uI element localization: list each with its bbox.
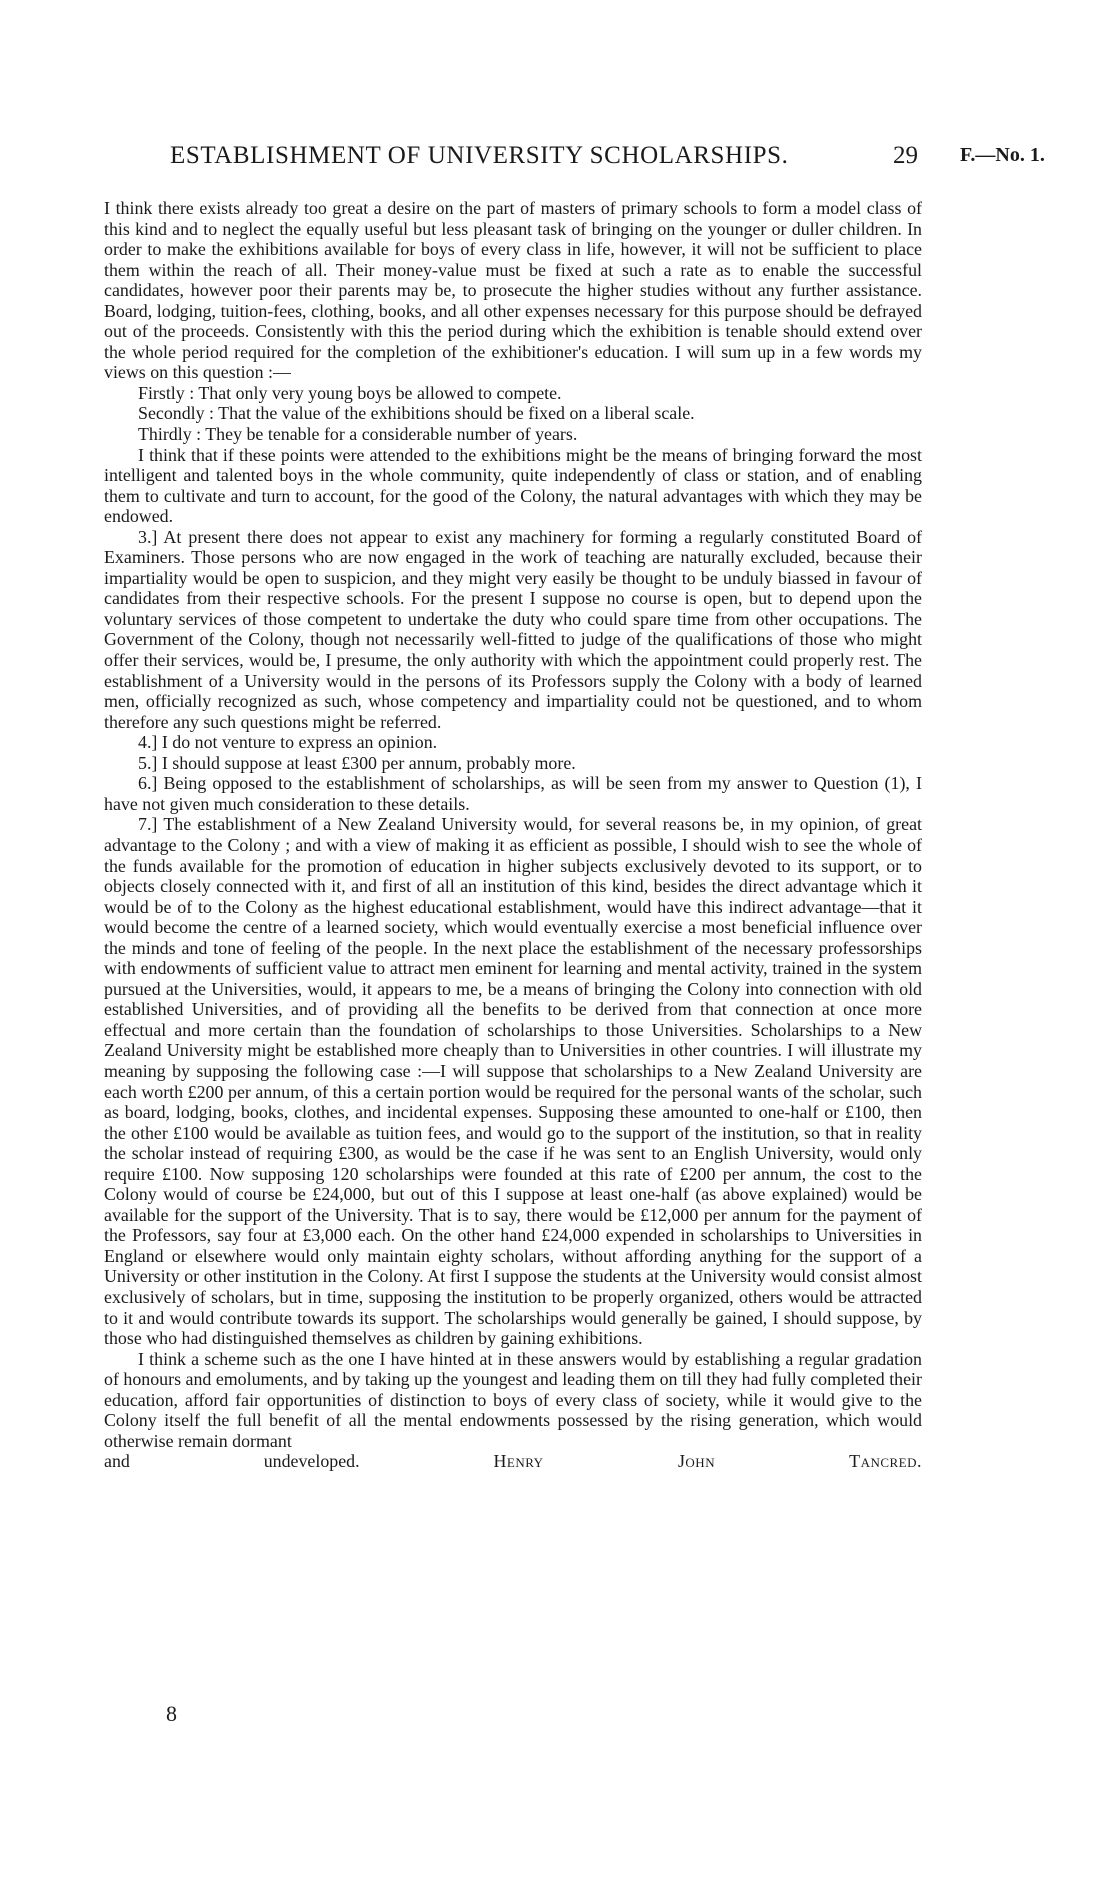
document-reference: F.—No. 1. [960, 144, 1045, 166]
paragraph-intro: I think there exists already too great a desire on the part of masters of primary schools to form a model class of this kind and to neglect the equally useful but less pleasant task of bringing on the younger or duller children. In order to make the exhibitions available for boys of every class in life, however, it will not be sufficient to place them within the reach of all. Their money-value must be fixed at such a rate as to enable the successful candidates, however poor their parents may be, to prosecute the higher studies without any further assistance. Board, lodging, tuition-fees, clothing, books, and all other expenses necessary for this purpose should be defrayed out of the proceeds. Consistently with this the period during which the exhibition is tenable should extend over the whole period required for the completion of the exhibitioner's education. I will sum up in a few words my views on this question :— [104, 198, 922, 383]
signature: Henry John Tancred. [493, 1451, 922, 1472]
paragraph-firstly: Firstly : That only very young boys be allowed to compete. [138, 382, 562, 403]
paragraph-conclusion: I think a scheme such as the one I have hinted at in these answers would by establishing a regular gradation of honours and emoluments, and by taking up the youngest and leading them on till they had fully completed their education, afford fair opportunities of distinction to boys of every class of society, while it would give to the Colony itself the full benefit of all the mental endowments possessed by the rising generation, which would otherwise remain dormant [104, 1348, 922, 1451]
footer-number: 8 [166, 1701, 177, 1726]
page-number: 29 [893, 142, 918, 169]
paragraph-answer-4: 4.] I do not venture to express an opinion. [138, 732, 438, 753]
paragraph-thirdly: Thirdly : They be tenable for a considerable number of years. [138, 424, 578, 445]
paragraph-answer-3: 3.] At present there does not appear to exist any machinery for forming a regularly constituted Board of Examiners. Those persons who are now engaged in the work of teaching are naturally excluded, because their impartiality would be open to suspicion, and they might very easily be thought to be unduly biassed in favour of candidates from their respective schools. For the present I suppose no course is open, but to depend upon the voluntary services of those competent to undertake the duty who could spare time from other occupations. The Government of the Colony, though not necessarily well-fitted to judge of the qualifications of those who might offer their services, would be, I presume, the only authority with which the appointment could properly rest. The establishment of a University would in the persons of its Professors supply the Colony with a body of learned men, officially recognized as such, whose competency and impartiality could not be questioned, and to whom therefore any such questions might be referred. [104, 526, 922, 732]
closing-text: and undeveloped. [104, 1451, 360, 1472]
paragraph-answer-5: 5.] I should suppose at least £300 per annum, probably more. [138, 752, 576, 773]
page-header [0, 142, 1114, 182]
paragraph-answer-6: 6.] Being opposed to the establishment of scholarships, as will be seen from my answer to Question (1), I have not given much consideration to these details. [104, 773, 922, 814]
paragraph-answer-7: 7.] The establishment of a New Zealand University would, for several reasons be, in my opinion, of great advantage to the Colony ; and with a view of making it as efficient as possible, I should wish to see the whole of the funds available for the promotion of education in higher subjects exclusively devoted to its support, or to objects closely connected with it, and first of all an institution of this kind, besides the direct advantage which it would be of to the Colony as the highest educational establishment, would have this indirect advantage—that it would become the centre of a learned society, which would eventually exercise a most beneficial influence over the minds and tone of feeling of the people. In the next place the establishment of the necessary professorships with endowments of sufficient value to attract men eminent for learning and mental activity, trained in the system pursued at the Universities, would, it appears to me, be a means of bringing the Colony into connection with old established Universities, and of providing all the benefits to be derived from that connection at once more effectual and more certain than the foundation of scholarships to those Universities. Scholarships to a New Zealand University might be established more cheaply than to Universities in other countries. I will illustrate my meaning by supposing the following case :—I will suppose that scholarships to a New Zealand University are each worth £200 per annum, of this a certain portion would be required for the personal wants of the scholar, such as board, lodging, books, clothes, and incidental expenses. Supposing these amounted to one-half or £100, then the other £100 would be available as tuition fees, and would go to the support of the institution, so that in reality the scholar instead of requiring £300, as would be the case if he was sent to an English University, would only require £100. Now supposing 120 scholarships were founded at this rate of £200 per annum, the cost to the Colony would of course be £24,000, but out of this I suppose at least one-half (as above explained) would be available for the support of the University. That is to say, there would be £12,000 per annum for the payment of the Professors, say four at £3,000 each. On the other hand £24,000 expended in scholarships to Universities in England or elsewhere would only maintain eighty scholars, without affording anything for the support of a University or other institution in the Colony. At first I suppose the students at the University would consist almost exclusively of scholars, but in time, supposing the institution to be properly organized, others would be attracted to it and would contribute towards its support. The scholarships would generally be gained, I should suppose, by those who had distinguished themselves as children by gaining exhibitions. [104, 814, 922, 1349]
body-text [104, 198, 922, 1472]
closing-line [104, 1451, 922, 1472]
page-title: ESTABLISHMENT OF UNIVERSITY SCHOLARSHIPS. [170, 142, 789, 169]
paragraph-points: I think that if these points were attended to the exhibitions might be the means of bringing forward the most intelligent and talented boys in the whole community, quite independently of class or station, and of enabling them to cultivate and turn to account, for the good of the Colony, the natural advantages with which they may be endowed. [104, 444, 922, 527]
paragraph-secondly: Secondly : That the value of the exhibitions should be fixed on a liberal scale. [138, 403, 695, 424]
